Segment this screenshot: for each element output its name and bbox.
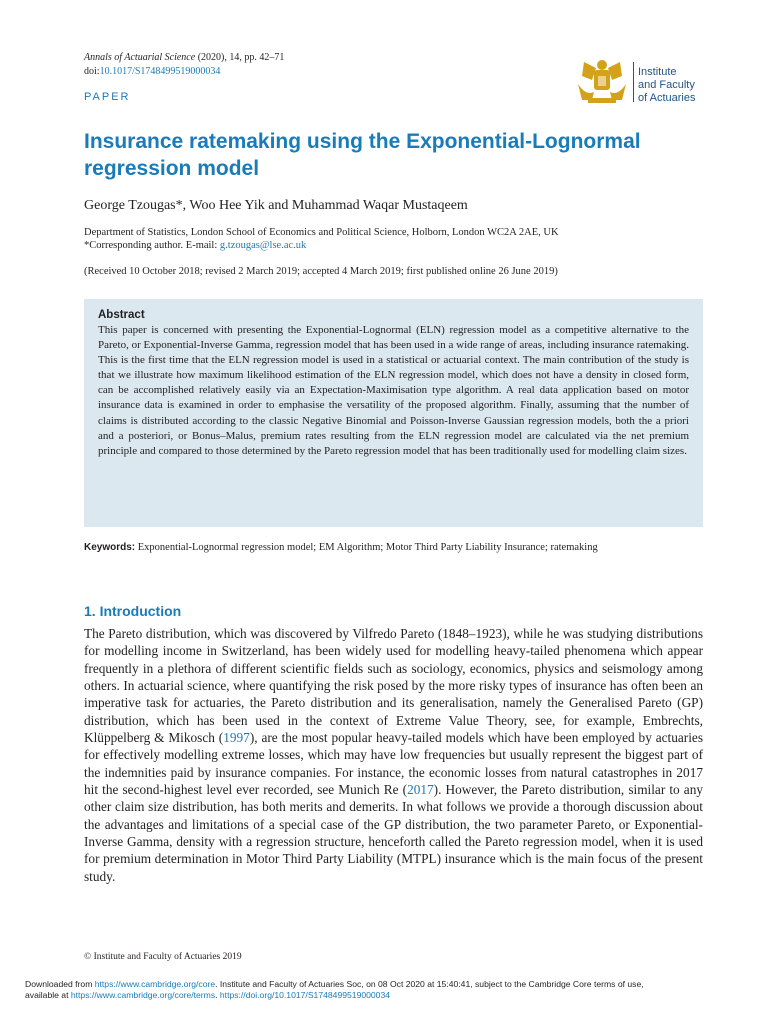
citation-link-2017[interactable]: 2017 [407, 782, 434, 798]
logo-divider [633, 62, 634, 102]
abstract-heading: Abstract [98, 309, 145, 321]
footer-separator: . [215, 990, 220, 1000]
article-title: Insurance ratemaking using the Exponential-Lognormal regression model [84, 130, 641, 180]
section-tag: PAPER [84, 91, 131, 103]
institute-logo [574, 54, 714, 106]
keywords-text: Exponential-Lognormal regression model; EM Algorithm; Motor Third Party Liability Insurance; ratemaking [135, 542, 598, 553]
citation-link-1997[interactable]: 1997 [223, 730, 250, 746]
section-heading-introduction: 1. Introduction [84, 603, 182, 619]
keywords-label: Keywords: [84, 542, 136, 553]
terms-link[interactable]: https://www.cambridge.org/core/terms [70, 990, 216, 1000]
doi-prefix: doi: [84, 66, 100, 77]
logo-line-2: and Faculty [638, 79, 695, 91]
crest-icon [574, 54, 630, 106]
intro-text-1: The Pareto distribution, which was discovered by Vilfredo Pareto (1848–1923), while he was studying distributions for modelling income in Switzerland, has been widely used for modelling heavy-tailed phenomena which appear frequently in a plethora of different scientific fields such as sociology, economics, physics and seismology among others. In actuarial science, where quantifying the risk posed by the more risky types of insurance has often been an imperative task for actuaries, the Pareto distribution and its generalisation, namely the Generalised Pareto (GP) distribution, which has been used in the context of Extreme Value Theory, see, for example, Embrechts, Klüppelberg & Mikosch ( [84, 626, 703, 746]
footer-available-at: available at [25, 990, 71, 1000]
footer-line1-rest: . Institute and Faculty of Actuaries Soc, on 08 Oct 2020 at 15:40:41, subject to the Cambridge Core terms of use, [215, 979, 644, 989]
abstract-text: This paper is concerned with presenting the Exponential-Lognormal (ELN) regression model as a competitive alternative to the Pareto, or Exponential-Inverse Gamma, regression model that has been used in a wide range of areas, including insurance ratemaking. This is the first time that the ELN regression model is used in a statistical or actuarial context. The main contribution of the study is that we illustrate how maximum likelihood estimation of the ELN regression model, which does not have a density in closed form, can be accomplished relatively easily via an Expectation-Maximisation type algorithm. A real data application based on motor insurance data is examined in order to emphasise the versatility of the proposed algorithm. Finally, assuming that the number of claims is distributed according to the classic Negative Binomial and Poisson-Inverse Gaussian regression models, both the a priori and a posteriori, or Bonus–Malus, premium rates resulting from the ELN regression model are calculated via the net premium principle and compared to those determined by the Pareto regression model that has been traditionally used for modelling claim sizes. [98, 324, 689, 457]
author-list: George Tzougas*, Woo Hee Yik and Muhammad Waqar Mustaqeem [84, 198, 468, 213]
affiliation: Department of Statistics, London School of Economics and Political Science, Holborn, London WC2A 2AE, UK [84, 227, 559, 238]
download-footer [25, 979, 747, 1001]
introduction-paragraph [84, 625, 703, 885]
footer-doi-link[interactable]: https://doi.org/10.1017/S1748499519000034 [219, 990, 391, 1000]
publication-dates: (Received 10 October 2018; revised 2 March 2019; accepted 4 March 2019; first published online 26 June 2019) [84, 266, 558, 277]
footer-downloaded-from: Downloaded from [25, 979, 95, 989]
intro-text-3: ). However, the Pareto distribution, similar to any other claim size distribution, has both merits and demerits. In what follows we provide a thorough discussion about the advantages and limitations of a special case of the GP distribution, the two parameter Pareto, or Exponential-Inverse Gamma, density with a regression structure, henceforth called the Pareto regression model, when it is used for premium determination in Motor Third Party Liability (MTPL) insurance which is the main focus of the present study. [84, 782, 703, 884]
journal-citation [84, 51, 284, 79]
keywords [84, 542, 714, 553]
core-link[interactable]: https://www.cambridge.org/core [94, 979, 216, 989]
journal-name: Annals of Actuarial Science [84, 52, 196, 63]
affiliation-block [84, 226, 704, 252]
doi-link[interactable]: 10.1017/S1748499519000034 [99, 66, 221, 77]
copyright-notice: © Institute and Faculty of Actuaries 2019 [84, 952, 242, 962]
email-link[interactable]: g.tzougas@lse.ac.uk [219, 240, 307, 251]
logo-text [638, 66, 695, 105]
abstract-box [84, 299, 703, 527]
journal-volume-pages: (2020), 14, pp. 42–71 [195, 52, 285, 63]
corresponding-label: *Corresponding author. E-mail: [84, 240, 220, 251]
logo-line-1: Institute [638, 66, 677, 78]
logo-line-3: of Actuaries [638, 92, 696, 104]
intro-text-2: ), are the most popular heavy-tailed models which have been employed by actuaries for effectively modelling extreme losses, which may have low frequencies but usually represent the biggest part of the indemnities paid by insurance companies. For instance, the economic losses from natural catastrophes in 2017 hit the second-highest level ever recorded, see Munich Re ( [84, 730, 703, 798]
